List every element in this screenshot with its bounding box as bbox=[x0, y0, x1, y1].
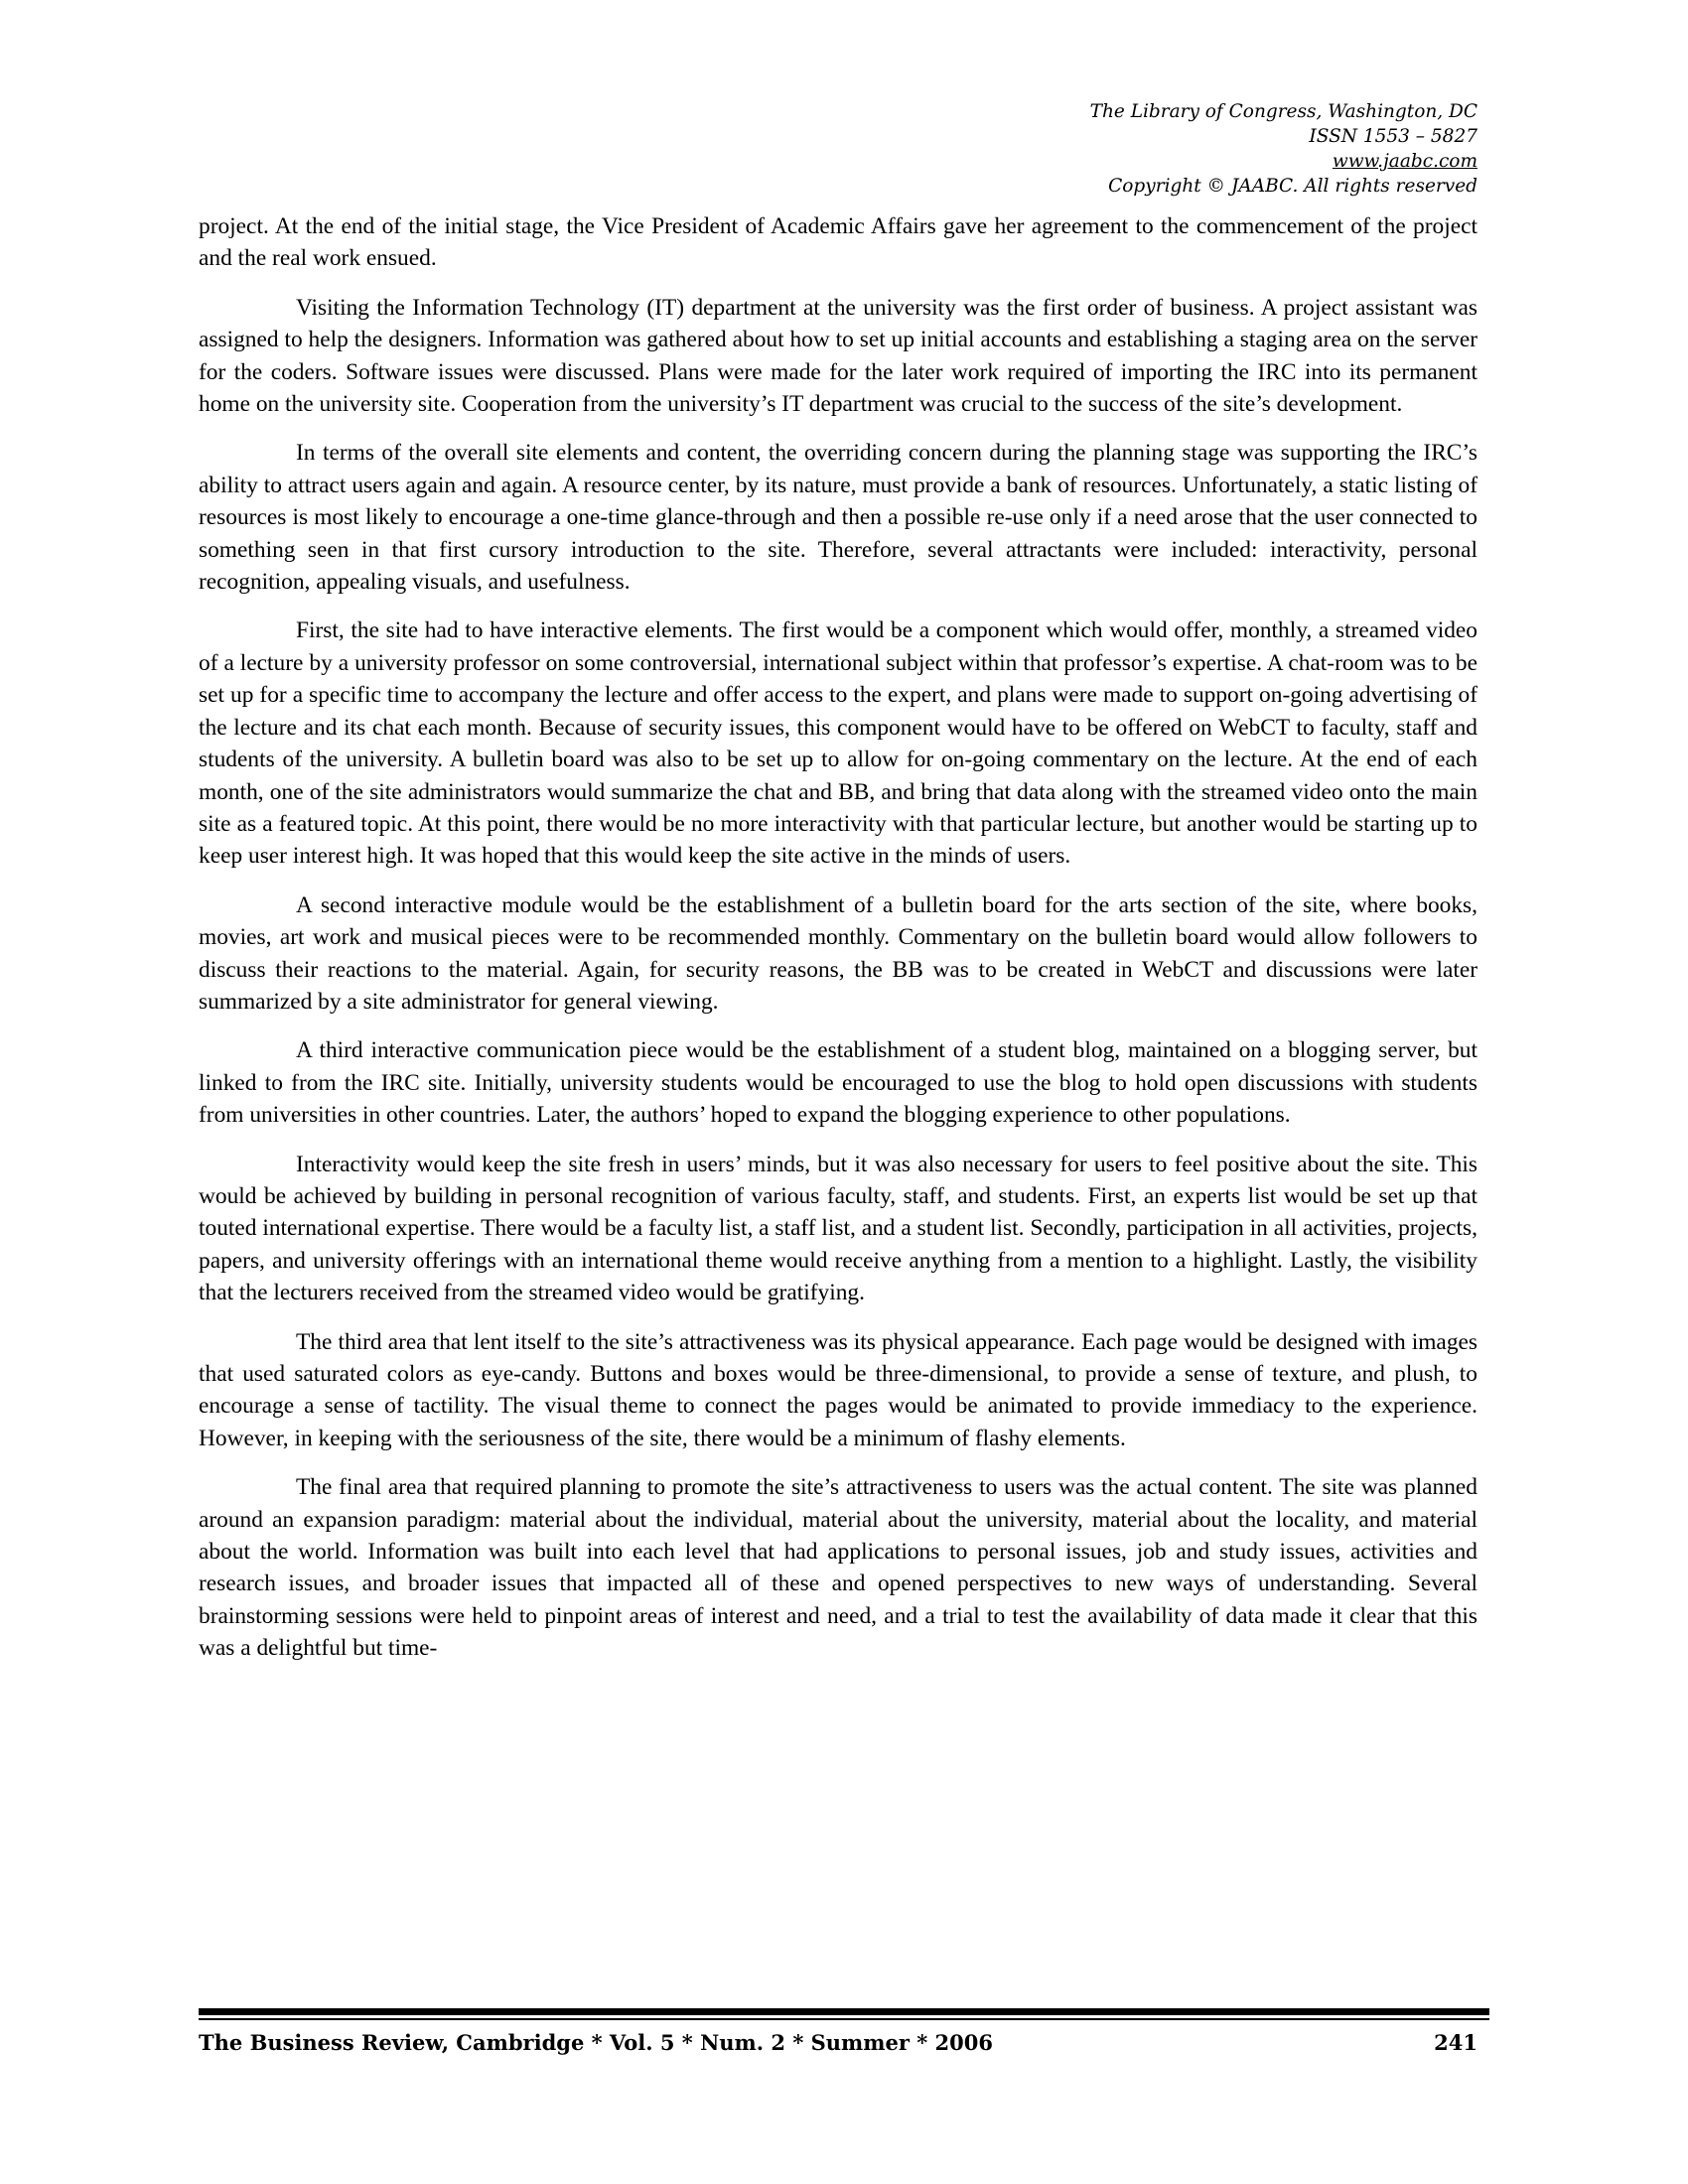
body-paragraph: A third interactive communication piece would be the establishment of a student blog, maintained on a blogging server, but linked to from the IRC site. Initially, university students would be encouraged to use the blog to hold open discussions with students from universities in other countries. Later, the authors’ hoped to expand the blogging experience to other populations. bbox=[199, 1037, 1477, 1129]
header-website-link[interactable]: www.jaabc.com bbox=[1332, 151, 1477, 172]
header-library-line: The Library of Congress, Washington, DC bbox=[1089, 101, 1477, 122]
page-number: 241 bbox=[1434, 2030, 1477, 2055]
footer-journal-citation: The Business Review, Cambridge * Vol. 5 * Num. 2 * Summer * 2006 bbox=[199, 2030, 993, 2055]
header-copyright-line: Copyright © JAABC. All rights reserved bbox=[1108, 176, 1477, 197]
header-issn-line: ISSN 1553 – 5827 bbox=[1309, 126, 1477, 147]
footer-divider-thick bbox=[199, 2008, 1489, 2015]
body-paragraph: Interactivity would keep the site fresh in users’ minds, but it was also necessary for users to feel positive about the site. This would be achieved by building in personal recognition of various faculty, staff, and students. First, an experts list would be set up that touted international expertise. There would be a faculty list, a staff list, and a student list. Secondly, participation in all activities, projects, papers, and university offerings with an international theme would receive anything from a mention to a highlight. Lastly, the visibility that the lecturers received from the streamed video would be gratifying. bbox=[199, 1151, 1477, 1306]
body-paragraph: In terms of the overall site elements and content, the overriding concern during the planning stage was supporting the IRC’s ability to attract users again and again. A resource center, by its nature, must provide a bank of resources. Unfortunately, a static listing of resources is most likely to encourage a one-time glance-through and then a possible re-use only if a need arose that the user connected to something seen in that first cursory introduction to the site. Therefore, several attractants were included: interactivity, personal recognition, appealing visuals, and usefulness. bbox=[199, 440, 1477, 596]
body-paragraph: project. At the end of the initial stage, the Vice President of Academic Affairs gave her agreement to the commencement of the project and the real work ensued. bbox=[199, 213, 1477, 272]
page-header bbox=[1090, 99, 1477, 199]
body-paragraph: The third area that lent itself to the site’s attractiveness was its physical appearance. Each page would be designed with images that used saturated colors as eye-candy. Buttons and boxes would be three-dimensional, to provide a sense of texture, and plush, to encourage a sense of tactility. The visual theme to connect the pages would be animated to provide immediacy to the experience. However, in keeping with the seriousness of the site, there would be a minimum of flashy elements. bbox=[199, 1328, 1477, 1451]
body-paragraph: Visiting the Information Technology (IT) department at the university was the first order of business. A project assistant was assigned to help the designers. Information was gathered about how to set up initial accounts and establishing a staging area on the server for the coders. Software issues were discussed. Plans were made for the later work required of importing the IRC into its permanent home on the university site. Cooperation from the university’s IT department was crucial to the success of the site’s development. bbox=[199, 294, 1477, 418]
article-body bbox=[199, 210, 1477, 1682]
body-paragraph: The final area that required planning to promote the site’s attractiveness to users was the actual content. The site was planned around an expansion paradigm: material about the individual, material about the university, material about the locality, and material about the world. Information was built into each level that had applications to personal issues, job and study issues, activities and research issues, and broader issues that impacted all of these and opened perspectives to new ways of understanding. Several brainstorming sessions were held to pinpoint areas of interest and need, and a trial to test the availability of data made it clear that this was a delightful but time- bbox=[199, 1474, 1477, 1662]
footer-divider-thin bbox=[199, 2018, 1489, 2020]
body-paragraph: A second interactive module would be the establishment of a bulletin board for the arts section of the site, where books, movies, art work and musical pieces were to be recommended monthly. Commentary on the bulletin board would allow followers to discuss their reactions to the material. Again, for security reasons, the BB was to be created in WebCT and discussions were later summarized by a site administrator for general viewing. bbox=[199, 891, 1477, 1015]
body-paragraph: First, the site had to have interactive elements. The first would be a component which would offer, monthly, a streamed video of a lecture by a university professor on some controversial, international subject within that professor’s expertise. A chat-room was to be set up for a specific time to accompany the lecture and offer access to the expert, and plans were made to support on-going advertising of the lecture and its chat each month. Because of security issues, this component would have to be offered on WebCT to faculty, staff and students of the university. A bulletin board was also to be set up to allow for on-going commentary on the lecture. At the end of each month, one of the site administrators would summarize the chat and BB, and bring that data along with the streamed video onto the main site as a featured topic. At this point, there would be no more interactivity with that particular lecture, but another would be starting up to keep user interest high. It was hoped that this would keep the site active in the minds of users. bbox=[199, 617, 1477, 870]
